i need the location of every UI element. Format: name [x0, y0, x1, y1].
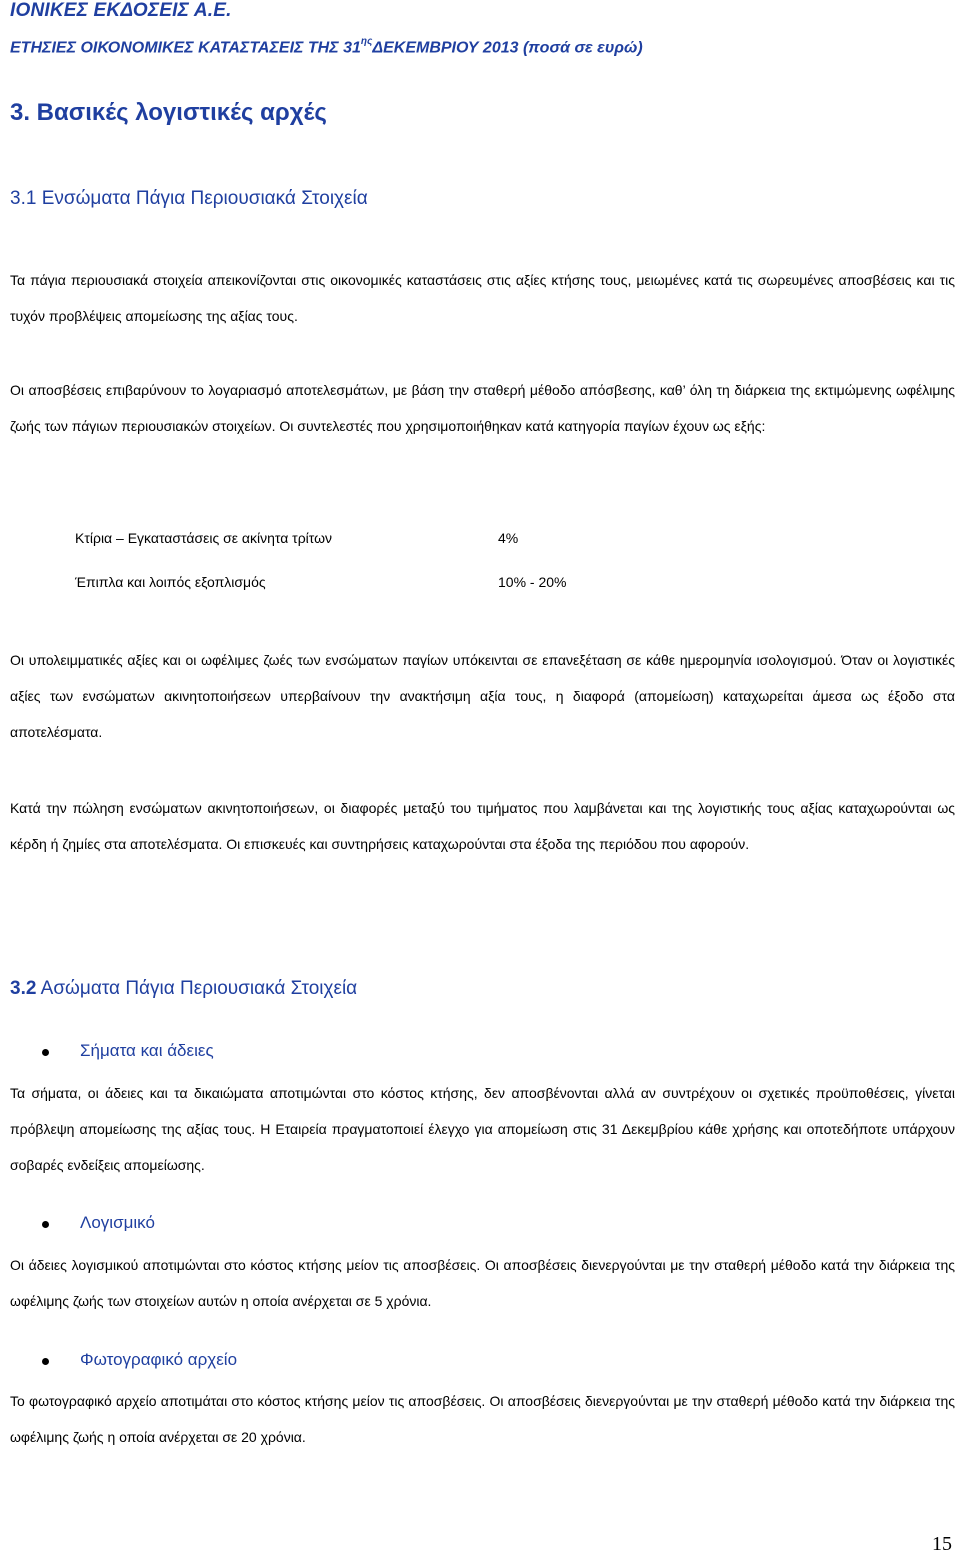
- section-title: 3. Βασικές λογιστικές αρχές: [10, 99, 327, 126]
- rate-value-furniture: 10% - 20%: [498, 574, 567, 590]
- bullet-icon: [42, 1358, 49, 1365]
- paragraph-2: Οι αποσβέσεις επιβαρύνουν το λογαριασμό αποτελεσμάτων, με βάση την σταθερή μέθοδο απόσβεσης, καθ’ όλη τη διάρκεια της εκτιμώμενης ωφέλιμης ζωής των πάγιων περιουσιακών στοιχείων. Οι συντελεστές που χρησιμοποιήθηκαν κατά κατηγορία παγίων έχουν ως εξής:: [10, 382, 955, 434]
- paragraph-4: Κατά την πώληση ενσώματων ακινητοποιήσεων, οι διαφορές μεταξύ του τιμήματος που λαμβάνεται και της λογιστικής τους αξίας καταχωρούνται ως κέρδη ή ζημίες στα αποτελέσματα. Οι επισκευές και συντηρήσεις καταχωρούνται στα έξοδα της περιόδου που αφορούν.: [10, 800, 955, 852]
- subtitle-sup: ης: [360, 36, 373, 47]
- bullet-icon: [42, 1049, 49, 1056]
- company-name: ΙΟΝΙΚΕΣ ΕΚΔΟΣΕΙΣ Α.Ε.: [10, 0, 232, 21]
- paragraph-3: Οι υπολειμματικές αξίες και οι ωφέλιμες ζωές των ενσώματων παγίων υπόκεινται σε επανεξέταση σε κάθε ημερομηνία ισολογισμού. Όταν οι λογιστικές αξίες των ενσώματων ακινητοποιήσεων υπερβαίνουν την ανακτήσιμη αξία τους, η διαφορά (απομείωση) καταχωρείται άμεσα ως έξοδο στα αποτελέσματα.: [10, 652, 955, 740]
- rate-label-buildings: Κτίρια – Εγκαταστάσεις σε ακίνητα τρίτων: [75, 530, 333, 546]
- subsection-3-2-title: [10, 978, 357, 1000]
- bullet-icon: [42, 1221, 49, 1228]
- subsection-3-2-number: 3.2: [10, 978, 37, 999]
- paragraph-trademarks: Τα σήματα, οι άδειες και τα δικαιώματα αποτιμώνται στο κόστος κτήσης, δεν αποσβένονται αλλά αν συντρέχουν οι σχετικές προϋποθέσεις, γίνεται πρόβλεψη απομείωσης της αξίας τους. Η Εταιρεία πραγματοποιεί έλεγχο για απομείωση στις 31 Δεκεμβρίου κάθε χρήσης και οποτεδήποτε υπάρχουν σοβαρές ενδείξεις απομείωσης.: [10, 1085, 955, 1173]
- bullet-title-software: Λογισμικό: [80, 1213, 155, 1232]
- paragraph-1: Τα πάγια περιουσιακά στοιχεία απεικονίζονται στις οικονομικές καταστάσεις στις αξίες κτήσης τους, μειωμένες κατά τις σωρευμένες αποσβέσεις και τις τυχόν προβλέψεις απομείωσης της αξίας τους.: [10, 272, 955, 324]
- subtitle-post: ΔΕΚΕΜΒΡΙΟΥ 2013 (ποσά σε ευρώ): [372, 39, 643, 57]
- subtitle-pre: ΕΤΗΣΙΕΣ ΟΙΚΟΝΟΜΙΚΕΣ ΚΑΤΑΣΤΑΣΕΙΣ ΤΗΣ 31: [10, 39, 361, 57]
- report-subtitle: [10, 38, 643, 57]
- subsection-3-2-text: Ασώματα Πάγια Περιουσιακά Στοιχεία: [36, 978, 358, 999]
- page-number: 15: [932, 1533, 952, 1555]
- rate-label-furniture: Έπιπλα και λοιπός εξοπλισμός: [75, 574, 266, 590]
- bullet-title-trademarks: Σήματα και άδειες: [80, 1041, 214, 1060]
- bullet-title-photo-archive: Φωτογραφικό αρχείο: [80, 1350, 238, 1369]
- paragraph-software: Οι άδειες λογισμικού αποτιμώνται στο κόστος κτήσης μείον τις αποσβέσεις. Οι αποσβέσεις διενεργούνται με την σταθερή μέθοδο κατά την διάρκεια της ωφέλιμης ζωής των στοιχείων αυτών η οποία ανέρχεται σε 5 χρόνια.: [10, 1257, 955, 1309]
- paragraph-photo-archive: Το φωτογραφικό αρχείο αποτιμάται στο κόστος κτήσης μείον τις αποσβέσεις. Οι αποσβέσεις διενεργούνται με την σταθερή μέθοδο κατά την διάρκεια της ωφέλιμης ζωής η οποία ανέρχεται σε 20 χρόνια.: [10, 1393, 955, 1445]
- rate-value-buildings: 4%: [498, 530, 519, 546]
- subsection-3-1-title: 3.1 Ενσώματα Πάγια Περιουσιακά Στοιχεία: [10, 188, 368, 209]
